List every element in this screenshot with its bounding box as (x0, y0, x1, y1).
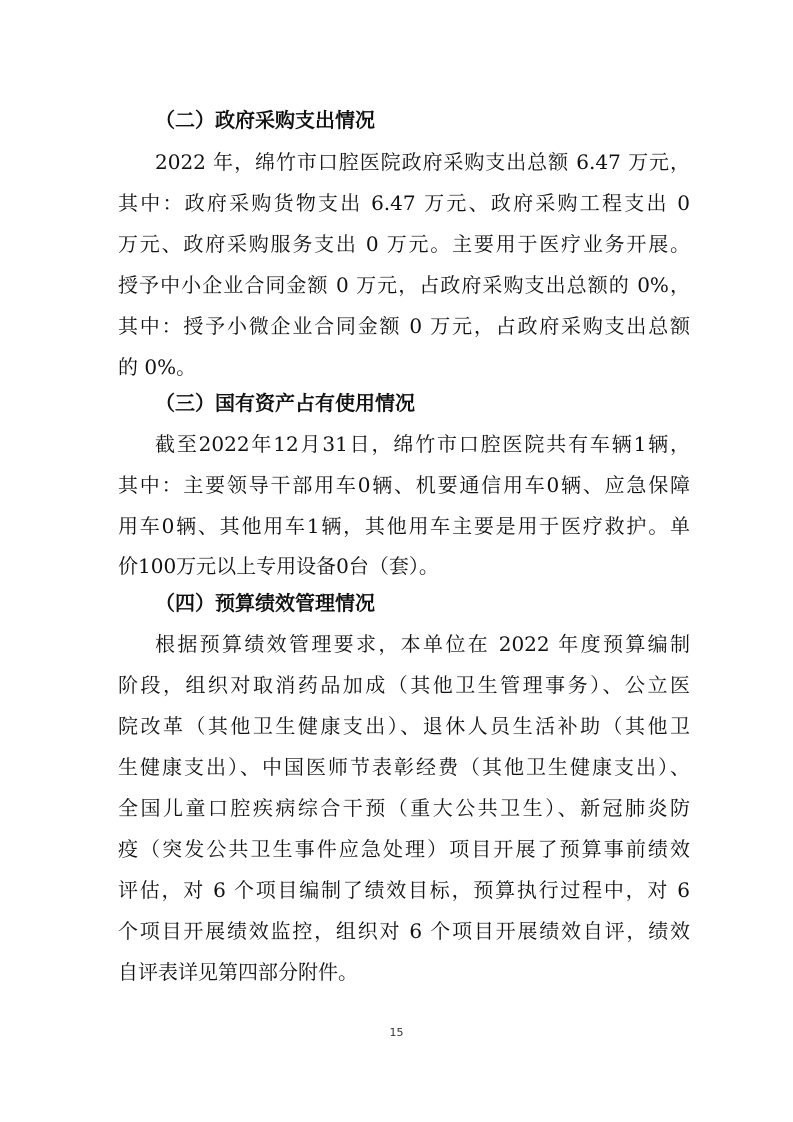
paragraph-line: 其中：主要领导干部用车0辆、机要通信用车0辆、应急保障 (118, 473, 690, 497)
paragraph-line: 万元、政府采购服务支出 0 万元。主要用于医疗业务开展。 (118, 232, 690, 256)
paragraph-line: 价100万元以上专用设备0台（套）。 (118, 554, 439, 578)
section-heading-state-assets: （三）国有资产占有使用情况 (155, 391, 415, 415)
paragraph-line: 全国儿童口腔疾病综合干预（重大公共卫生）、新冠肺炎防 (118, 796, 690, 820)
paragraph-line: 自评表详见第四部分附件。 (118, 960, 358, 984)
paragraph-line: 的 0%。 (118, 355, 197, 379)
paragraph-line: 2022 年，绵竹市口腔医院政府采购支出总额 6.47 万元， (155, 150, 690, 174)
paragraph-line: 其中：政府采购货物支出 6.47 万元、政府采购工程支出 0 (118, 191, 690, 215)
paragraph-line: 阶段，组织对取消药品加成（其他卫生管理事务）、公立医 (118, 673, 690, 697)
page-number: 15 (389, 1026, 404, 1039)
paragraph-line: 评估，对 6 个项目编制了绩效目标，预算执行过程中，对 6 (118, 878, 690, 902)
paragraph-line: 生健康支出）、中国医师节表彰经费（其他卫生健康支出）、 (118, 755, 690, 779)
paragraph-line: 根据预算绩效管理要求，本单位在 2022 年度预算编制 (155, 632, 690, 656)
paragraph-line: 其中：授予小微企业合同金额 0 万元，占政府采购支出总额 (118, 314, 690, 338)
paragraph-line: 疫（突发公共卫生事件应急处理）项目开展了预算事前绩效 (118, 837, 690, 861)
paragraph-line: 用车0辆、其他用车1辆，其他用车主要是用于医疗救护。单 (118, 514, 690, 538)
paragraph-line: 个项目开展绩效监控，组织对 6 个项目开展绩效自评，绩效 (118, 919, 690, 943)
paragraph-line: 截至2022年12月31日，绵竹市口腔医院共有车辆1辆， (155, 432, 690, 456)
paragraph-line: 授予中小企业合同金额 0 万元，占政府采购支出总额的 0%， (118, 273, 690, 297)
section-heading-performance: （四）预算绩效管理情况 (155, 591, 375, 615)
section-heading-procurement: （二）政府采购支出情况 (155, 108, 375, 132)
paragraph-line: 院改革（其他卫生健康支出）、退休人员生活补助（其他卫 (118, 714, 690, 738)
